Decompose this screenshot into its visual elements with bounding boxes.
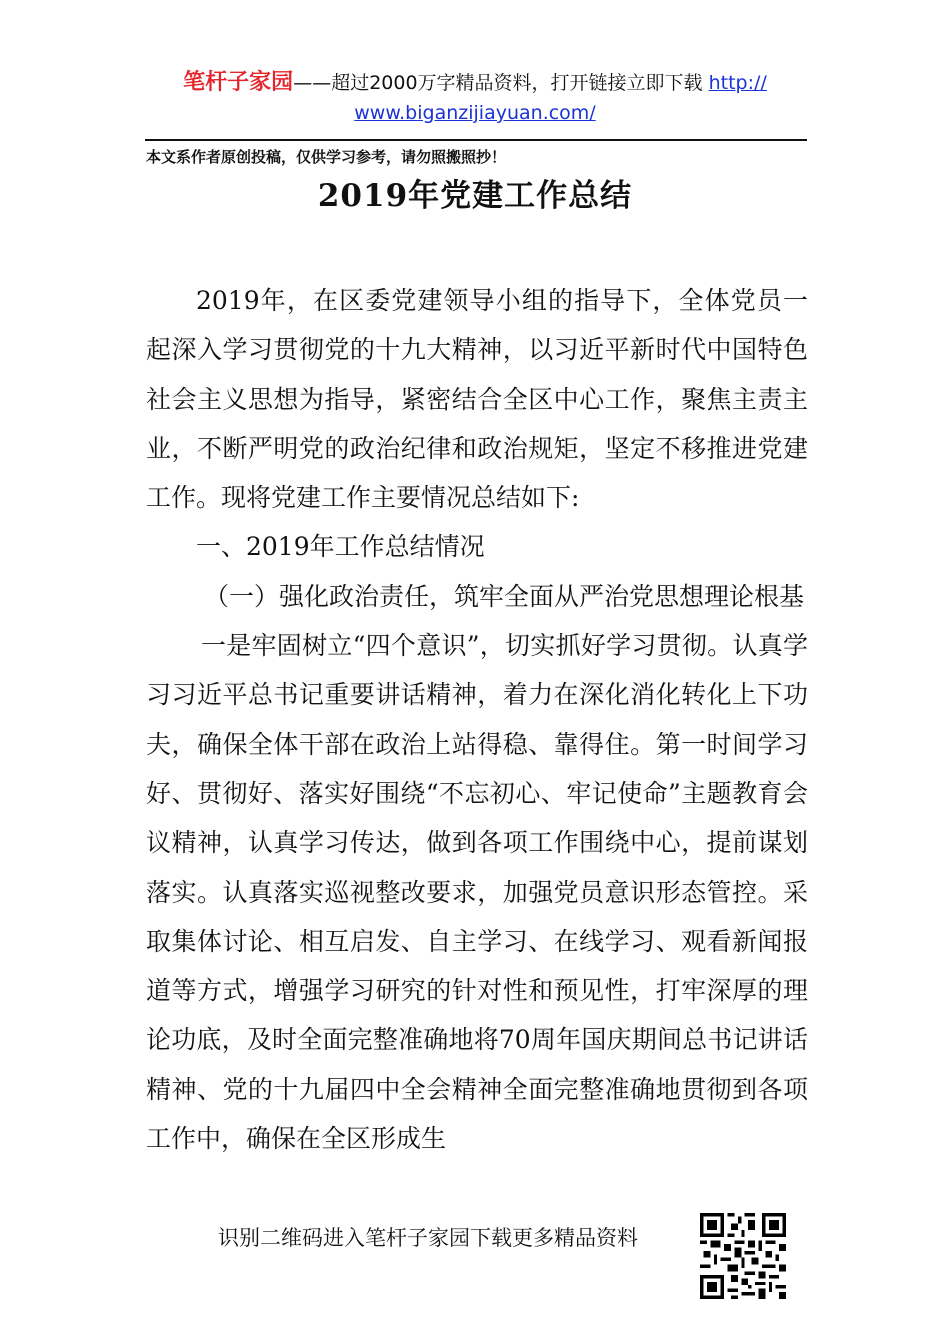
subsection-heading: （一）强化政治责任，筑牢全面从严治党思想理论根基 xyxy=(204,581,805,611)
site-header xyxy=(0,68,950,128)
brand-name: 笔杆子家园 xyxy=(183,70,294,95)
document-title: 2019年党建工作总结 xyxy=(317,178,633,214)
paragraph-point-1: 一是牢固树立“四个意识”，切实抓好学习贯彻。认真学习习近平总书记重要讲话精神，着力在深化消化转化上下功夫，确保全体干部在政治上站得稳、靠得住。第一时间学习好、贯彻好、落实好围绕“不忘初心、牢记使命”主题教育会议精神，认真学习传达，做到各项工作围绕中心，提前谋划落实。认真落实巡视整改要求，加强党员意识形态管控。采取集体讨论、相互启发、自主学习、在线学习、观看新闻报道等方式，增强学习研究的针对性和预见性，打牢深厚的理论功底，及时全面完整准确地将70周年国庆期间总书记讲话精神、党的十九届四中全会精神全面完整准确地贯彻到各项工作中，确保在全区形成生 xyxy=(146,631,808,1154)
download-link-url[interactable]: www.biganzijiayuan.com/ xyxy=(354,102,596,124)
header-divider xyxy=(145,139,807,141)
header-tagline: ——超过2000万字精品资料，打开链接立即下载 xyxy=(293,72,703,94)
qr-code-icon[interactable] xyxy=(700,1213,786,1299)
header-line-1 xyxy=(0,68,950,98)
document-body xyxy=(146,276,808,1163)
paragraph-intro: 2019年，在区委党建领导小组的指导下，全体党员一起深入学习贯彻党的十九大精神，以习近平新时代中国特色社会主义思想为指导，紧密结合全区中心工作，聚焦主责主业，不断严明党的政治纪律和政治规矩，坚定不移推进党建工作。现将党建工作主要情况总结如下: xyxy=(146,286,808,513)
download-link[interactable]: http:// xyxy=(708,72,767,94)
footer-caption: 识别二维码进入笔杆子家园下载更多精品资料 xyxy=(218,1226,638,1250)
copyright-notice: 本文系作者原创投稿，仅供学习参考，请勿照搬照抄！ xyxy=(146,148,507,166)
header-line-2 xyxy=(0,98,950,128)
section-heading: 一、2019年工作总结情况 xyxy=(196,532,485,562)
